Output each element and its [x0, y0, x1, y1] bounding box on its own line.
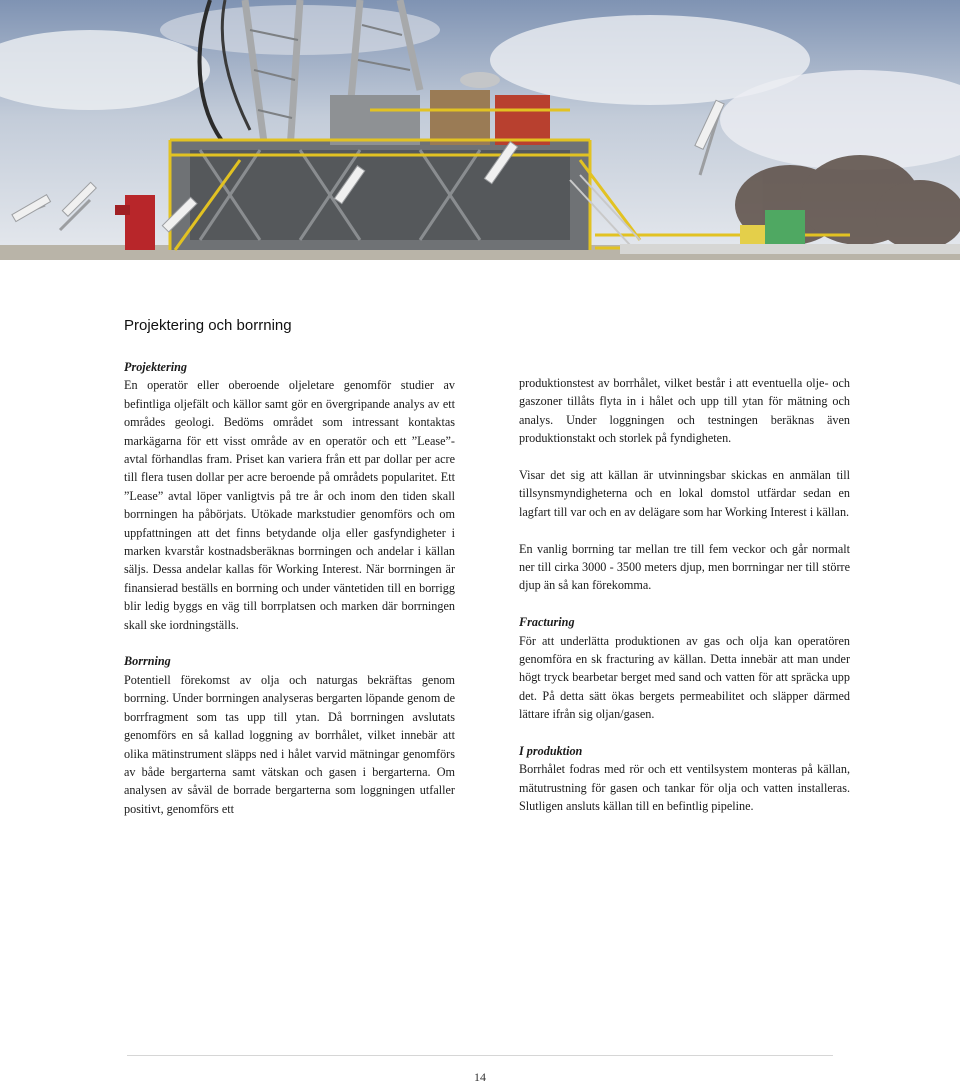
section-title-fracturing: Fracturing — [519, 615, 575, 630]
section-title-i-produktion: I produktion — [519, 744, 583, 759]
right-column — [519, 374, 850, 816]
page-number: 14 — [474, 1070, 486, 1084]
footer-divider — [127, 1055, 833, 1056]
section-i-produktion — [519, 742, 850, 816]
left-column — [124, 358, 455, 818]
section-projektering — [124, 358, 455, 634]
section-text-borrning: Potentiell förekomst av olja och naturgas bekräftas genom borrning. Under borrningen analyseras bergarten löpande genom de borrfragment som tas upp till ytan. Då borrningen avslutats genomförs en så kallad loggning av borrhålet, vilket innebär att olika mätinstrument släpps ned i hålet varvid mätningar genomförs av både bergarterna samt vätskan och gasen i bergarterna. Om analysen av såväl de borrade bergarterna som loggningen utfaller positivt, genomförs ett — [124, 672, 455, 816]
hero-photo — [0, 0, 960, 260]
section-fracturing — [519, 613, 850, 723]
section-title-borrning: Borrning — [124, 654, 171, 669]
section-text-projektering: En operatör eller oberoende oljeletare genomför studier av befintliga oljefält och källor samt gör en övergripande analys av ett områdes geologi. Bedöms området som intressant kontaktas markägarna för ett visst område av en operatör och ett ”Lease”-avtal förhandlas fram. Priset kan variera från ett par dollar per acre till flera tusen dollar per acre beroende på områdets popularitet. Ett ”Lease” avtal löper vanligtvis på tre år och inom den tiden skall borrningen ha påbörjats. Utökade markstudier genomförs och om uppfattningen att det finns betydande olja eller gasfyndigheter i marken kvarstår kostnadsberäknas borrningen och andelar i källan säljs. Dessa andelar kallas för Working Interest. När borrningen är finansierad beställs en borrning och under väntetiden till en borrigg blir ledig byggs en väg till borrplatsen och marken där borrningen skall ske iordningställs. — [124, 378, 455, 632]
paragraph-borrdjup: En vanlig borrning tar mellan tre till fem veckor och går normalt ner till cirka 3000 - 3500 meters djup, men borrningar ner till större djup än så kan förekomma. — [519, 541, 850, 593]
section-title-projektering: Projektering — [124, 360, 187, 374]
paragraph-lagfart: Visar det sig att källan är utvinningsbar skickas en anmälan till tillsynsmyndigheterna och en lokal domstol utfärdar sedan en lagfart till var och en av delägare som har Working Interest i källan. — [519, 468, 850, 519]
drilling-rig-photo — [0, 0, 960, 260]
page-title: Projektering och borrning — [124, 317, 292, 334]
section-borrning — [124, 652, 455, 818]
section-text-fracturing: För att underlätta produktionen av gas och olja kan operatören genomföra en sk fracturing av källan. Detta innebär att man under högt tryck bearbetar berget med sand och vatten för att spräcka upp det. På detta sätt ökas bergets permeabilitet och släpper därmed lättare ifrån sig oljan/gasen. — [519, 633, 850, 722]
section-text-i-produktion: Borrhålet fodras med rör och ett ventilsystem monteras på källan, mätutrustning för gasen och tankar för olja och vatten installeras. Slutligen ansluts källan till en befintlig pipeline. — [519, 762, 850, 814]
paragraph-continuation: produktionstest av borrhålet, vilket består i att eventuella olje- och gaszoner tillåts flyta in i hålet och upp till ytan för mätning och analys. Under loggningen och testningen beräknas även produktionstakt och storlek på fyndigheten. — [519, 376, 850, 446]
